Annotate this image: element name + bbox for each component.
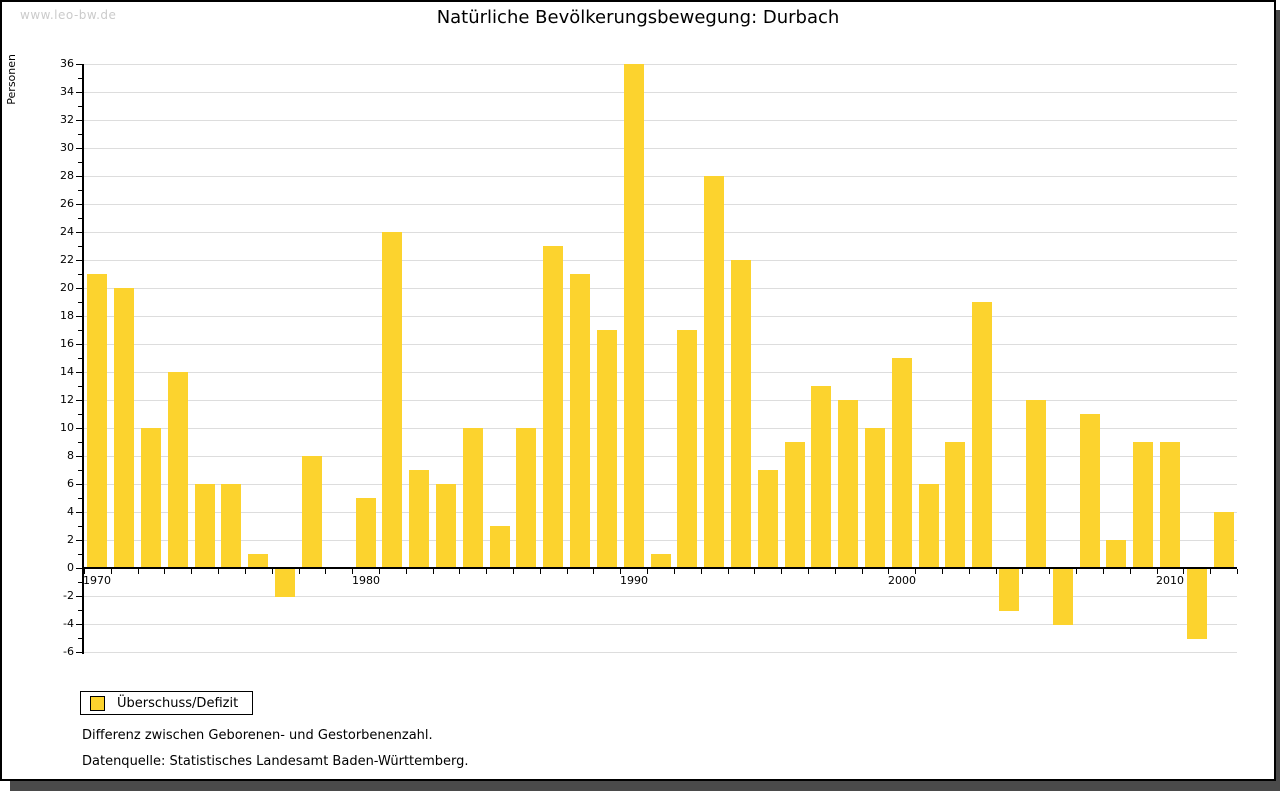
- y-tick-0: [76, 568, 82, 569]
- bar-1987: [543, 246, 563, 568]
- bar-1986: [516, 428, 536, 568]
- y-tick-14: [76, 372, 82, 373]
- bar-1970: [87, 274, 107, 568]
- gridline-14: [84, 372, 1237, 373]
- y-axis-label-26: 26: [60, 197, 74, 210]
- bar-1972: [141, 428, 161, 568]
- y-tick-29: [78, 162, 82, 163]
- x-tick-26: [781, 569, 782, 574]
- x-axis-label-2010: 2010: [1156, 574, 1184, 587]
- x-tick-24: [728, 569, 729, 574]
- y-axis-label-12: 12: [60, 393, 74, 406]
- y-axis-label--4: -4: [63, 617, 74, 630]
- x-tick-28: [835, 569, 836, 574]
- bar-2005: [1026, 400, 1046, 568]
- x-tick-2: [138, 569, 139, 574]
- legend-label: Überschuss/Defizit: [117, 695, 239, 711]
- bar-1990: [624, 64, 644, 568]
- bar-1991: [651, 554, 671, 568]
- y-tick-20: [76, 288, 82, 289]
- bar-2002: [945, 442, 965, 568]
- y-tick-19: [78, 302, 82, 303]
- y-tick-27: [78, 190, 82, 191]
- x-tick-34: [996, 569, 997, 574]
- y-axis-label-4: 4: [67, 505, 74, 518]
- x-tick-6: [245, 569, 246, 574]
- x-tick-19: [593, 569, 594, 574]
- y-axis-label-24: 24: [60, 225, 74, 238]
- gridline-18: [84, 316, 1237, 317]
- chart-title: Natürliche Bevölkerungsbewegung: Durbach: [436, 7, 840, 28]
- y-tick-33: [78, 106, 82, 107]
- y-tick-5: [78, 498, 82, 499]
- gridline--6: [84, 652, 1237, 653]
- y-tick-10: [76, 428, 82, 429]
- y-tick-4: [76, 512, 82, 513]
- y-tick-8: [76, 456, 82, 457]
- x-tick-8: [299, 569, 300, 574]
- x-tick-17: [540, 569, 541, 574]
- bar-2007: [1080, 414, 1100, 568]
- y-axis-label-22: 22: [60, 253, 74, 266]
- y-axis-label-32: 32: [60, 113, 74, 126]
- bar-2006: [1053, 569, 1073, 625]
- bar-1989: [597, 330, 617, 568]
- gridline-6: [84, 484, 1237, 485]
- x-tick-18: [567, 569, 568, 574]
- gridline-12: [84, 400, 1237, 401]
- y-axis-label-20: 20: [60, 281, 74, 294]
- x-tick-35: [1022, 569, 1023, 574]
- footnote-definition: Differenz zwischen Geborenen- und Gestorbenenzahl.: [82, 728, 433, 743]
- x-axis-label-1970: 1970: [83, 574, 111, 587]
- bar-1971: [114, 288, 134, 568]
- y-tick-9: [78, 442, 82, 443]
- bar-1998: [838, 400, 858, 568]
- gridline-30: [84, 148, 1237, 149]
- x-tick-9: [325, 569, 326, 574]
- y-tick-23: [78, 246, 82, 247]
- bar-1973: [168, 372, 188, 568]
- bar-1974: [195, 484, 215, 568]
- y-tick-18: [76, 316, 82, 317]
- gridline-4: [84, 512, 1237, 513]
- gridline-20: [84, 288, 1237, 289]
- x-tick-43: [1237, 569, 1238, 574]
- x-axis-line: [84, 567, 1237, 569]
- y-tick-17: [78, 330, 82, 331]
- bar-2001: [919, 484, 939, 568]
- bar-1976: [248, 554, 268, 568]
- gridline-2: [84, 540, 1237, 541]
- y-tick-2: [76, 540, 82, 541]
- bar-1988: [570, 274, 590, 568]
- bar-1997: [811, 386, 831, 568]
- gridline-22: [84, 260, 1237, 261]
- y-axis-title: Personen: [5, 54, 18, 105]
- x-tick-38: [1103, 569, 1104, 574]
- gridline-36: [84, 64, 1237, 65]
- y-tick-34: [76, 92, 82, 93]
- gridline-34: [84, 92, 1237, 93]
- y-tick-7: [78, 470, 82, 471]
- footnote-source: Datenquelle: Statistisches Landesamt Baden-Württemberg.: [82, 754, 469, 769]
- y-axis-label-16: 16: [60, 337, 74, 350]
- y-tick-13: [78, 386, 82, 387]
- gridline-28: [84, 176, 1237, 177]
- y-axis-label-30: 30: [60, 141, 74, 154]
- x-tick-3: [164, 569, 165, 574]
- y-axis-label-28: 28: [60, 169, 74, 182]
- x-tick-25: [754, 569, 755, 574]
- x-tick-42: [1210, 569, 1211, 574]
- plot-area: [2, 2, 1274, 779]
- bar-1999: [865, 428, 885, 568]
- x-tick-29: [862, 569, 863, 574]
- x-tick-39: [1130, 569, 1131, 574]
- y-tick-26: [76, 204, 82, 205]
- y-tick-21: [78, 274, 82, 275]
- gridline-24: [84, 232, 1237, 233]
- bar-2012: [1214, 512, 1234, 568]
- legend-box: [80, 691, 253, 715]
- y-axis-label-34: 34: [60, 85, 74, 98]
- bar-1993: [704, 176, 724, 568]
- x-tick-14: [459, 569, 460, 574]
- bar-1982: [409, 470, 429, 568]
- x-tick-22: [674, 569, 675, 574]
- bar-2004: [999, 569, 1019, 611]
- x-tick-12: [406, 569, 407, 574]
- y-tick-30: [76, 148, 82, 149]
- bar-1977: [275, 569, 295, 597]
- gridline-16: [84, 344, 1237, 345]
- y-tick-24: [76, 232, 82, 233]
- y-tick-16: [76, 344, 82, 345]
- watermark: www.leo-bw.de: [20, 8, 117, 22]
- bar-2010: [1160, 442, 1180, 568]
- y-axis-label--6: -6: [63, 645, 74, 658]
- x-axis-label-1990: 1990: [620, 574, 648, 587]
- y-tick-28: [76, 176, 82, 177]
- bar-1992: [677, 330, 697, 568]
- x-tick-4: [191, 569, 192, 574]
- bar-1996: [785, 442, 805, 568]
- x-tick-36: [1049, 569, 1050, 574]
- x-tick-23: [701, 569, 702, 574]
- bar-1980: [356, 498, 376, 568]
- y-tick--4: [76, 624, 82, 625]
- bar-2000: [892, 358, 912, 568]
- y-tick-25: [78, 218, 82, 219]
- y-axis-line: [82, 64, 84, 654]
- gridline-32: [84, 120, 1237, 121]
- x-tick-13: [433, 569, 434, 574]
- y-tick--2: [76, 596, 82, 597]
- y-tick-22: [76, 260, 82, 261]
- x-axis-label-1980: 1980: [352, 574, 380, 587]
- bar-1978: [302, 456, 322, 568]
- bar-1983: [436, 484, 456, 568]
- y-axis-label-18: 18: [60, 309, 74, 322]
- y-axis-label-36: 36: [60, 57, 74, 70]
- bar-1981: [382, 232, 402, 568]
- y-tick-32: [76, 120, 82, 121]
- x-tick-7: [272, 569, 273, 574]
- y-axis-label-10: 10: [60, 421, 74, 434]
- bar-2008: [1106, 540, 1126, 568]
- x-tick-15: [486, 569, 487, 574]
- y-tick-31: [78, 134, 82, 135]
- x-tick-27: [808, 569, 809, 574]
- x-axis-label-2000: 2000: [888, 574, 916, 587]
- y-axis-label-14: 14: [60, 365, 74, 378]
- bar-2009: [1133, 442, 1153, 568]
- y-tick-12: [76, 400, 82, 401]
- legend-swatch-icon: [90, 696, 105, 711]
- x-tick-5: [218, 569, 219, 574]
- bar-1994: [731, 260, 751, 568]
- y-tick--3: [78, 610, 82, 611]
- gridline-8: [84, 456, 1237, 457]
- bar-1985: [490, 526, 510, 568]
- gridline-10: [84, 428, 1237, 429]
- bar-2003: [972, 302, 992, 568]
- y-axis-label-6: 6: [67, 477, 74, 490]
- gridline-26: [84, 204, 1237, 205]
- y-tick-35: [78, 78, 82, 79]
- x-tick-16: [513, 569, 514, 574]
- y-tick--5: [78, 638, 82, 639]
- x-tick-37: [1076, 569, 1077, 574]
- y-axis-label--2: -2: [63, 589, 74, 602]
- y-tick-3: [78, 526, 82, 527]
- y-axis-label-0: 0: [67, 561, 74, 574]
- y-tick-11: [78, 414, 82, 415]
- x-tick-32: [942, 569, 943, 574]
- bar-1975: [221, 484, 241, 568]
- y-tick-1: [78, 554, 82, 555]
- y-tick--6: [76, 652, 82, 653]
- y-axis-label-2: 2: [67, 533, 74, 546]
- bar-1995: [758, 470, 778, 568]
- y-axis-label-8: 8: [67, 449, 74, 462]
- y-tick-6: [76, 484, 82, 485]
- y-tick-15: [78, 358, 82, 359]
- bar-1984: [463, 428, 483, 568]
- y-tick-36: [76, 64, 82, 65]
- x-tick-33: [969, 569, 970, 574]
